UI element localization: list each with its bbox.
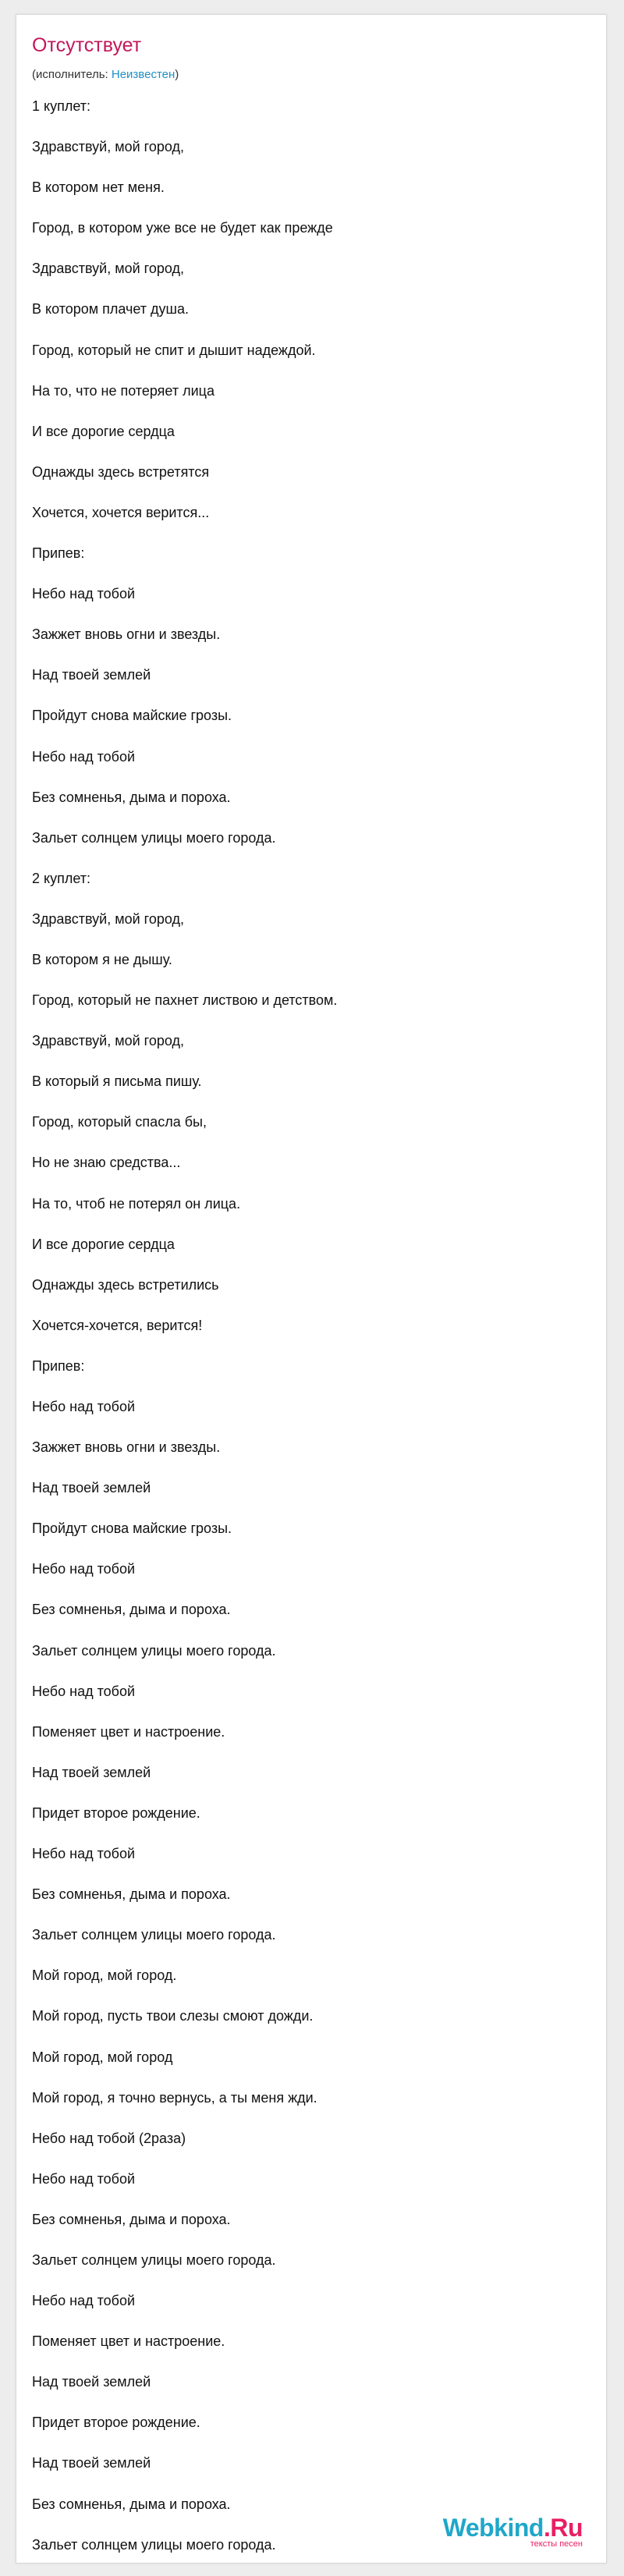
artist-link[interactable]: Неизвестен — [111, 68, 176, 81]
lyric-line: Поменяет цвет и настроение. — [32, 1723, 225, 1740]
lyric-line: Зальет солнцем улицы моего города. — [32, 1927, 276, 1943]
lyric-line: Без сомненья, дыма и пороха. — [32, 789, 231, 805]
lyric-line: В котором я не дышу. — [32, 951, 172, 967]
lyric-line: Зальет солнцем улицы моего города. — [32, 2251, 276, 2268]
lyric-line: Зажжет вновь огни и звезды. — [32, 1439, 221, 1456]
artist-prefix: (исполнитель: — [32, 68, 112, 81]
lyric-line: Город, в котором уже все не будет как прежде — [32, 220, 333, 236]
lyric-line: Небо над тобой — [32, 1561, 136, 1577]
artist-suffix: ) — [175, 68, 179, 81]
lyric-line: Без сомненья, дыма и пороха. — [32, 1602, 231, 1618]
lyric-line: Город, который не спит и дышит надеждой. — [32, 342, 316, 358]
lyric-line: Без сомненья, дыма и пороха. — [32, 2496, 231, 2512]
lyric-line: В который я письма пишу. — [32, 1073, 202, 1090]
lyric-line: Здравствуй, мой город, — [32, 910, 184, 927]
lyric-line: Зажжет вновь огни и звезды. — [32, 626, 221, 643]
lyric-line: Придет второе рождение. — [32, 2415, 200, 2431]
lyric-line: Город, который спасла бы, — [32, 1114, 207, 1130]
lyrics-card — [16, 14, 607, 2564]
lyric-line: Небо над тобой — [32, 1399, 136, 1414]
lyric-line: И все дорогие сердца — [32, 423, 175, 439]
lyric-line: Зальет солнцем улицы моего города. — [32, 1642, 276, 1659]
lyric-line: Придет второе рождение. — [32, 1804, 200, 1821]
lyric-line: В котором нет меня. — [32, 179, 165, 196]
lyric-line: Мой город, мой город. — [32, 1967, 177, 1984]
logo-tagline: тексты песен — [530, 2539, 583, 2549]
lyric-line: Мой город, мой город — [32, 2049, 173, 2065]
lyric-line: Небо над тобой — [32, 1846, 136, 1862]
lyric-line: Однажды здесь встретятся — [32, 463, 210, 480]
lyric-line: 1 куплет: — [32, 98, 90, 114]
lyric-line: Припев: — [32, 545, 85, 562]
lyric-line: Здравствуй, мой город, — [32, 1033, 184, 1049]
lyric-line: Однажды здесь встретились — [32, 1276, 219, 1293]
lyric-line: Хочется-хочется, верится! — [32, 1317, 203, 1333]
lyric-line: 2 куплет: — [32, 870, 90, 886]
lyric-line: Над твоей землей — [32, 2374, 151, 2390]
song-title: Отсутствует — [32, 34, 142, 56]
lyric-line: Небо над тобой — [32, 2170, 136, 2187]
logo-main-text: Webkind — [442, 2514, 544, 2542]
lyric-line: Поменяет цвет и настроение. — [32, 2333, 225, 2350]
lyric-line: На то, что не потеряет лица — [32, 382, 214, 399]
logo-tld: .Ru — [543, 2514, 583, 2542]
lyric-line: Мой город, я точно вернусь, а ты меня жди. — [32, 2089, 317, 2106]
logo-wordmark — [443, 2514, 583, 2541]
lyric-line: Припев: — [32, 1357, 85, 1374]
lyric-line: Без сомненья, дыма и пороха. — [32, 1886, 231, 1903]
lyric-line: Над твоей землей — [32, 667, 151, 683]
artist-line — [32, 68, 179, 82]
lyric-line: Без сомненья, дыма и пороха. — [32, 2211, 231, 2227]
lyric-line: Здравствуй, мой город, — [32, 261, 184, 277]
lyric-line: Над твоей землей — [32, 1480, 151, 1496]
lyric-line: И все дорогие сердца — [32, 1236, 175, 1252]
lyric-line: Небо над тобой (2раза) — [32, 2130, 186, 2146]
lyric-line: На то, чтоб не потерял он лица. — [32, 1195, 241, 1212]
lyric-line: Город, который не пахнет листвою и детством. — [32, 992, 338, 1009]
lyric-line: Пройдут снова майские грозы. — [32, 1520, 232, 1537]
lyric-line: Небо над тобой — [32, 1683, 136, 1699]
lyric-line: Над твоей землей — [32, 2455, 151, 2471]
lyric-line: В котором плачет душа. — [32, 301, 190, 318]
lyric-line: Небо над тобой — [32, 586, 136, 602]
lyrics-body — [32, 97, 594, 2564]
lyric-line: Небо над тобой — [32, 748, 136, 765]
lyric-line: Пройдут снова майские грозы. — [32, 708, 232, 724]
lyric-line: Но не знаю средства... — [32, 1155, 181, 1171]
lyric-line: Над твоей землей — [32, 1764, 151, 1780]
lyric-line: Небо над тобой — [32, 2293, 136, 2309]
lyric-line: Мой город, пусть твои слезы смоют дожди. — [32, 2008, 314, 2024]
lyric-line: Здравствуй, мой город, — [32, 139, 184, 155]
lyric-line: Зальет солнцем улицы моего города. — [32, 2536, 276, 2553]
lyric-line: Хочется, хочется верится... — [32, 504, 210, 520]
site-logo[interactable] — [443, 2514, 583, 2549]
lyric-line: Зальет солнцем улицы моего города. — [32, 829, 276, 846]
